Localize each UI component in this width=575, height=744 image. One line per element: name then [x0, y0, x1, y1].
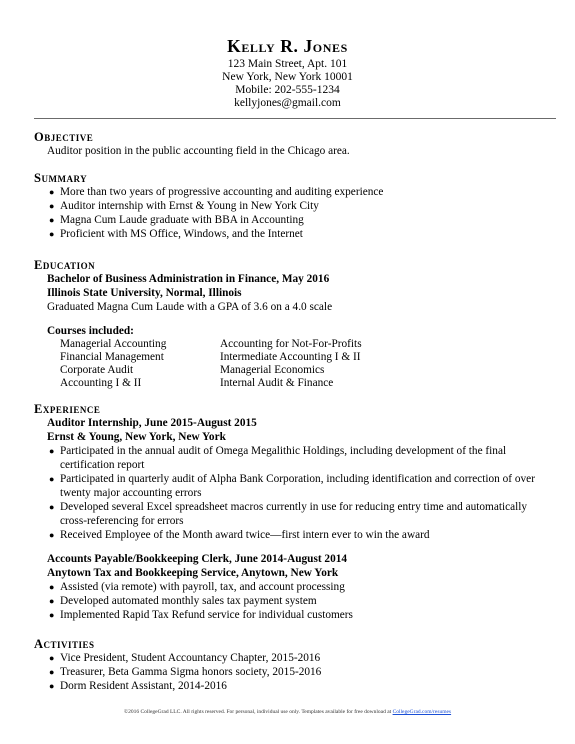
- job-duty: ● Developed several Excel spreadsheet macros currently in use for reducing entry time and automatically cross-referencing for errors: [49, 501, 528, 527]
- job-duties: [34, 444, 556, 542]
- course-item: Internal Audit & Finance: [220, 377, 334, 389]
- summary-item: ● More than two years of progressive accounting and auditing experience: [49, 186, 384, 198]
- courses-grid: [34, 338, 556, 390]
- objective-heading: Objective: [34, 130, 94, 144]
- job-duty: ● Assisted (via remote) with payroll, tax, and account processing: [49, 581, 345, 593]
- bullet-icon: ●: [49, 215, 55, 225]
- bullet-icon: ●: [49, 653, 55, 663]
- course-item: Managerial Accounting: [60, 338, 167, 350]
- footer-text: ©2016 CollegeGrad LLC. All rights reserved. For personal, individual use only. Templates available for free download at: [123, 709, 392, 715]
- job-duties: [34, 580, 556, 622]
- activities-heading: Activities: [34, 637, 95, 651]
- bullet-icon: ●: [49, 201, 55, 211]
- job-role: Accounts Payable/Bookkeeping Clerk, June 2014-August 2014: [47, 553, 348, 565]
- activities-list: [34, 651, 556, 693]
- summary-item: ● Auditor internship with Ernst & Young in New York City: [49, 200, 319, 212]
- candidate-name: Kelly R. Jones: [227, 36, 348, 56]
- bullet-icon: ●: [49, 474, 55, 484]
- bullet-icon: ●: [49, 596, 55, 606]
- activity-item: ● Vice President, Student Accountancy Chapter, 2015-2016: [49, 652, 321, 664]
- footer: [0, 709, 575, 716]
- course-item: Intermediate Accounting I & II: [220, 351, 361, 363]
- address-line-1: 123 Main Street, Apt. 101: [227, 58, 348, 70]
- summary-heading: Summary: [34, 171, 88, 185]
- footer-link[interactable]: CollegeGrad.com/resumes: [392, 709, 452, 715]
- job-entry: [34, 416, 556, 542]
- education-heading: Education: [34, 258, 96, 272]
- job-duty: ● Participated in quarterly audit of Alpha Bank Corporation, including identification and correction of over twenty major accounting errors: [49, 473, 535, 499]
- school: Illinois State University, Normal, Illinois: [47, 287, 242, 299]
- bullet-icon: ●: [49, 681, 55, 691]
- bullet-icon: ●: [49, 229, 55, 239]
- activities-section: [34, 637, 556, 693]
- experience-section: [34, 402, 556, 622]
- bullet-icon: ●: [49, 610, 55, 620]
- objective-section: [34, 130, 556, 158]
- bullet-icon: ●: [49, 446, 55, 456]
- courses-label: Courses included:: [47, 325, 134, 337]
- bullet-icon: ●: [49, 582, 55, 592]
- course-item: Managerial Economics: [220, 364, 325, 376]
- course-item: Accounting I & II: [60, 377, 142, 389]
- experience-heading: Experience: [34, 402, 101, 416]
- job-duty: ● Participated in the annual audit of Omega Megalithic Holdings, including development of the final certification report: [49, 445, 507, 471]
- header-divider: [34, 118, 556, 119]
- mobile-number: Mobile: 202-555-1234: [235, 84, 340, 96]
- objective-text: Auditor position in the public accounting field in the Chicago area.: [47, 145, 350, 157]
- job-role: Auditor Internship, June 2015-August 2015: [47, 417, 257, 429]
- education-section: [34, 258, 556, 390]
- email-address: kellyjones@gmail.com: [234, 97, 341, 109]
- degree: Bachelor of Business Administration in Finance, May 2016: [47, 273, 330, 285]
- activity-item: ● Treasurer, Beta Gamma Sigma honors society, 2015-2016: [49, 666, 322, 678]
- job-company: Ernst & Young, New York, New York: [47, 431, 226, 443]
- job-duty: ● Implemented Rapid Tax Refund service for individual customers: [49, 609, 353, 621]
- activity-item: ● Dorm Resident Assistant, 2014-2016: [49, 680, 227, 692]
- summary-item: ● Proficient with MS Office, Windows, and the Internet: [49, 228, 303, 240]
- job-duty: ● Developed automated monthly sales tax payment system: [49, 595, 317, 607]
- job-company: Anytown Tax and Bookkeeping Service, Anytown, New York: [47, 567, 339, 579]
- bullet-icon: ●: [49, 667, 55, 677]
- bullet-icon: ●: [49, 502, 55, 512]
- summary-section: [34, 171, 556, 241]
- resume-header: [0, 36, 575, 110]
- bullet-icon: ●: [49, 187, 55, 197]
- summary-list: [34, 185, 556, 241]
- summary-item: ● Magna Cum Laude graduate with BBA in Accounting: [49, 214, 304, 226]
- course-item: Financial Management: [60, 351, 164, 363]
- bullet-icon: ●: [49, 530, 55, 540]
- address-line-2: New York, New York 10001: [222, 71, 353, 83]
- job-duty: ● Received Employee of the Month award twice—first intern ever to win the award: [49, 529, 430, 541]
- job-entry: [34, 552, 556, 622]
- course-item: Accounting for Not-For-Profits: [220, 338, 362, 350]
- course-item: Corporate Audit: [60, 364, 134, 376]
- honors: Graduated Magna Cum Laude with a GPA of 3.6 on a 4.0 scale: [47, 301, 333, 313]
